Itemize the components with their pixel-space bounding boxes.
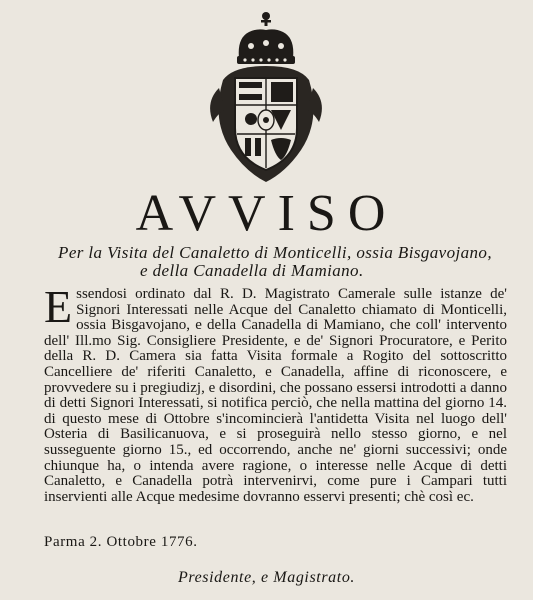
notice-body [44, 281, 507, 505]
drop-cap-initial: E [44, 281, 73, 332]
notice-subtitle-line2: e della Canadella di Mamiano. [140, 261, 364, 280]
notice-title: AVVISO [135, 185, 398, 242]
royal-crest-icon [201, 10, 331, 185]
notice-body-text: ssendosi ordinato dal R. D. Magistrato Camerale sulle istanze de' Signori Interessati nelle Acque del Canaletto chiamato di Monticelli, ossia Bisgavojano, e della Canadella di Mamiano, che coll' intervento dell' Ill.mo Sig. Consigliere Presidente, e de' Signori Procuratore, e Perito della R. D. Camera sia fatta Visita formale a Rogito del sottoscritto Cancelliere de' riferiti Canaletto, e Canadella, affine di riconoscere, e provvedere su i pregiudizj, e disordini, che possano essersi introdotti a danno di detti Signori Interessati, si notifica perciò, che nella mattina del giorno 14. di questo mese di Ottobre s'incomincierà l'antidetta Visita nel luogo dell' Osteria di Basilicanuova, e si proseguirà nello stesso giorno, e nel susseguente giorno 15., ed occorrendo, anche ne' giorni successivi; onde chiunque ha, o intenda avere ragione, o interesse nelle Acque di detti Canaletto, e Canadella potrà intervenirvi, come pure i Campari tutti inservienti alle Acque medesime dovranno esservi presenti; chè così ec. [44, 286, 507, 505]
issuer-signature: Presidente, e Magistrato. [177, 569, 356, 586]
notice-subtitle-line1: Per la Visita del Canaletto di Monticelli, ossia Bisgavojano, [58, 243, 492, 262]
place-and-date: Parma 2. Ottobre 1776. [44, 534, 198, 550]
